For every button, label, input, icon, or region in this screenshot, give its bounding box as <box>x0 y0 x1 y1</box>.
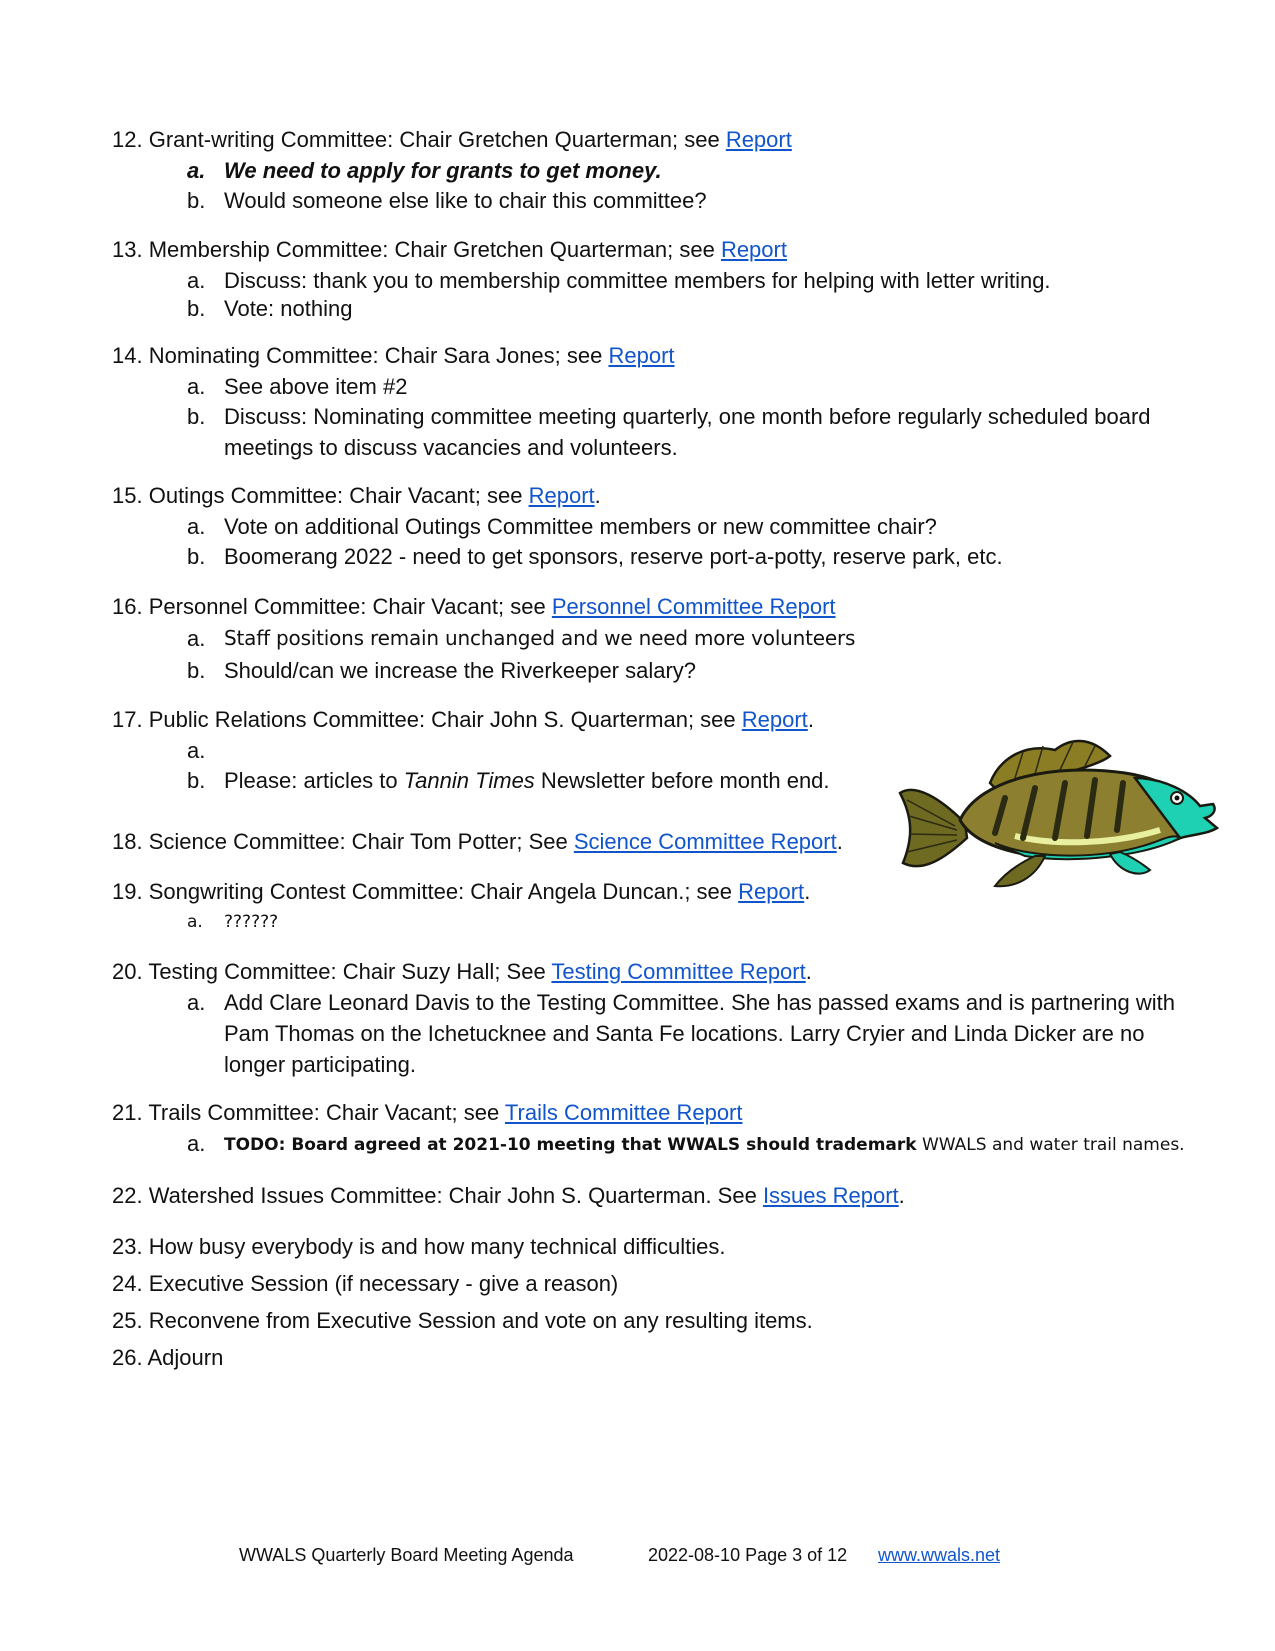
item-text: How busy everybody is and how many technical difficulties. <box>148 1234 726 1259</box>
sub-item-text: Would someone else like to chair this committee? <box>224 188 707 213</box>
agenda-item-24 <box>112 1268 618 1299</box>
report-link[interactable]: Report <box>720 237 787 262</box>
sub-item-text: Staff positions remain unchanged and we need more volunteers <box>224 626 856 650</box>
personnel-report-link[interactable]: Personnel Committee Report <box>551 594 836 619</box>
agenda-item-25 <box>112 1305 813 1336</box>
bass-fish-illustration <box>895 738 1225 898</box>
item-number: 22. <box>112 1183 143 1208</box>
sub-item-text: We need to apply for grants to get money. <box>224 158 662 183</box>
report-link[interactable]: Report <box>738 879 805 904</box>
item-text: Membership Committee: Chair Gretchen Quarterman; see <box>148 237 721 262</box>
item-text: Nominating Committee: Chair Sara Jones; see <box>148 343 609 368</box>
sub-item-text: Discuss: Nominating committee meeting quarterly, one month before regularly scheduled board meetings to discuss vacancies and volunteers. <box>224 404 1151 460</box>
item-number: 17. <box>112 707 143 732</box>
agenda-item-26 <box>112 1342 223 1373</box>
agenda-item-14 <box>112 340 675 371</box>
sub-item-text: See above item #2 <box>224 374 408 399</box>
report-link[interactable]: Report <box>608 343 675 368</box>
item-text: Watershed Issues Committee: Chair John S. Quarterman. See <box>148 1183 763 1208</box>
agenda-item-18: 18. Science Committee: Chair Tom Potter; See Science Committee Report. <box>112 829 843 854</box>
sub-item-text: TODO: Board agreed at 2021-10 meeting that WWALS should trademark WWALS and water trail names. <box>224 1135 1185 1155</box>
item-number: 12. <box>112 127 143 152</box>
newsletter-title: Tannin Times <box>403 768 535 793</box>
footer-website-link[interactable]: www.wwals.net <box>878 1545 1001 1565</box>
item-text: Adjourn <box>147 1345 224 1370</box>
agenda-item-20: 20. Testing Committee: Chair Suzy Hall; See Testing Committee Report. <box>112 959 812 984</box>
item-number: 26. <box>112 1345 143 1370</box>
trails-report-link[interactable]: Trails Committee Report <box>504 1100 743 1125</box>
item-number: 21. <box>112 1100 143 1125</box>
item-number: 25. <box>112 1308 143 1333</box>
item-number: 24. <box>112 1271 143 1296</box>
agenda-item-21 <box>112 1097 743 1128</box>
item-text: Science Committee: Chair Tom Potter; See <box>148 829 574 854</box>
footer-title: WWALS Quarterly Board Meeting Agenda <box>239 1545 574 1565</box>
agenda-item-13 <box>112 234 787 265</box>
item-number: 15. <box>112 483 143 508</box>
item-text: Trails Committee: Chair Vacant; see <box>148 1100 505 1125</box>
item-text: Executive Session (if necessary - give a reason) <box>148 1271 619 1296</box>
testing-report-link[interactable]: Testing Committee Report <box>551 959 806 984</box>
sub-item-text: Add Clare Leonard Davis to the Testing Committee. She has passed exams and is partnering with Pam Thomas on the Ichetucknee and Santa Fe locations. Larry Cryier and Linda Dicker are no longer participating. <box>224 990 1175 1077</box>
item-text: Grant-writing Committee: Chair Gretchen Quarterman; see <box>148 127 726 152</box>
agenda-item-19: 19. Songwriting Contest Committee: Chair Angela Duncan.; see Report. <box>112 879 811 904</box>
report-link[interactable]: Report <box>725 127 792 152</box>
report-link[interactable]: Report <box>741 707 808 732</box>
issues-report-link[interactable]: Issues Report <box>762 1183 899 1208</box>
sub-item-text: Boomerang 2022 - need to get sponsors, reserve port-a-potty, reserve park, etc. <box>224 544 1003 569</box>
agenda-item-15: 15. Outings Committee: Chair Vacant; see Report. <box>112 483 601 508</box>
item-number: 18. <box>112 829 143 854</box>
agenda-item-12 <box>112 124 792 155</box>
agenda-item-16 <box>112 591 836 622</box>
item-text: Testing Committee: Chair Suzy Hall; See <box>148 959 552 984</box>
sub-item-text: Should/can we increase the Riverkeeper salary? <box>224 658 697 683</box>
item-number: 19. <box>112 879 143 904</box>
item-text: Outings Committee: Chair Vacant; see <box>148 483 529 508</box>
document-page: 12. Grant-writing Committee: Chair Gretchen Quarterman; see Report a. We need to apply for grants to get money. b. Would someone else like to chair this committee? 13. Membership Committee: Chair Gretchen Quarterman; see Report a. Discuss: thank you to membership committee members for helping with letter writing. b. Vote: nothing 14. Nominating Committee: Chair Sara Jones; see Report a. See above item #2 b. Discuss: Nominating committee meeting quarterly, one month before regularly scheduled board meetings to discuss vacancies and volunteers. 15. Outings Committee: Chair Vacant; see Report. a. Vote on additional Outings Committee members or new committee chair? b. Boomerang 2022 - need to get sponsors, reserve port-a-potty, reserve park, etc. 16. Personnel Committee: Chair Vacant; see Personnel Committee Report a. Staff positions remain unchanged and we need more volunteers b. Should/can we increase the Riverkeeper salary? 17. Public Relations Committee: Chair John S. Quarterman; see Report. a. b. Please: articles to Tannin Times Newsletter before month end. 18. Science Committee: Chair Tom Potter; See Science Committee Report. 19. Songwriting Contest Committee: Chair Angela Duncan.; see Report. a. ?????? 20. Testing Committee: Chair Suzy Hall; See Testing Committee Report. a. Add Clare Leonard Davis to the Testing Committee. She has passed exams and is partnering with Pam Thomas on the Ichetucknee and Santa Fe locations. Larry Cryier and Linda Dicker are no longer participating. 21. Trails Committee: Chair Vacant; see Trails Committee Report a. TODO: Board agreed at 2021-10 meeting that WWALS should trademark WWALS and water trail names. 22. Watershed Issues Committee: Chair John S. Quarterman. See Issues Report. 23. How busy everybody is and how many technical difficulties. 24. Executive Session (if necessary - give a reason) 25. Reconvene from Executive Session and vote on any resulting items. 26. Adjourn WWALS Quarterly Board Meeting Agenda 2022-08-10 Page 3 of 12 www.wwals.net <box>0 0 1275 1651</box>
item-text: Songwriting Contest Committee: Chair Angela Duncan.; see <box>148 879 739 904</box>
agenda-item-17: 17. Public Relations Committee: Chair John S. Quarterman; see Report. <box>112 707 814 732</box>
item-number: 23. <box>112 1234 143 1259</box>
agenda-item-22: 22. Watershed Issues Committee: Chair John S. Quarterman. See Issues Report. <box>112 1183 905 1208</box>
footer-date-page: 2022-08-10 Page 3 of 12 <box>648 1545 848 1565</box>
item-text: Reconvene from Executive Session and vote on any resulting items. <box>148 1308 813 1333</box>
item-text: Public Relations Committee: Chair John S. Quarterman; see <box>148 707 742 732</box>
item-number: 16. <box>112 594 143 619</box>
science-report-link[interactable]: Science Committee Report <box>573 829 837 854</box>
item-number: 20. <box>112 959 143 984</box>
item-text: Personnel Committee: Chair Vacant; see <box>148 594 552 619</box>
sub-item-text: ?????? <box>224 912 279 932</box>
item-number: 13. <box>112 237 143 262</box>
todo-note: TODO: Board agreed at 2021-10 meeting that WWALS should trademark <box>224 1135 917 1155</box>
agenda-item-23 <box>112 1231 726 1262</box>
sub-item-text: Please: articles to Tannin Times Newsletter before month end. <box>224 768 830 793</box>
report-link[interactable]: Report <box>528 483 595 508</box>
sub-item-text: Vote on additional Outings Committee members or new committee chair? <box>224 514 937 539</box>
sub-item-text: Vote: nothing <box>224 296 353 321</box>
sub-item-text: Discuss: thank you to membership committee members for helping with letter writing. <box>224 268 1051 293</box>
item-number: 14. <box>112 343 143 368</box>
